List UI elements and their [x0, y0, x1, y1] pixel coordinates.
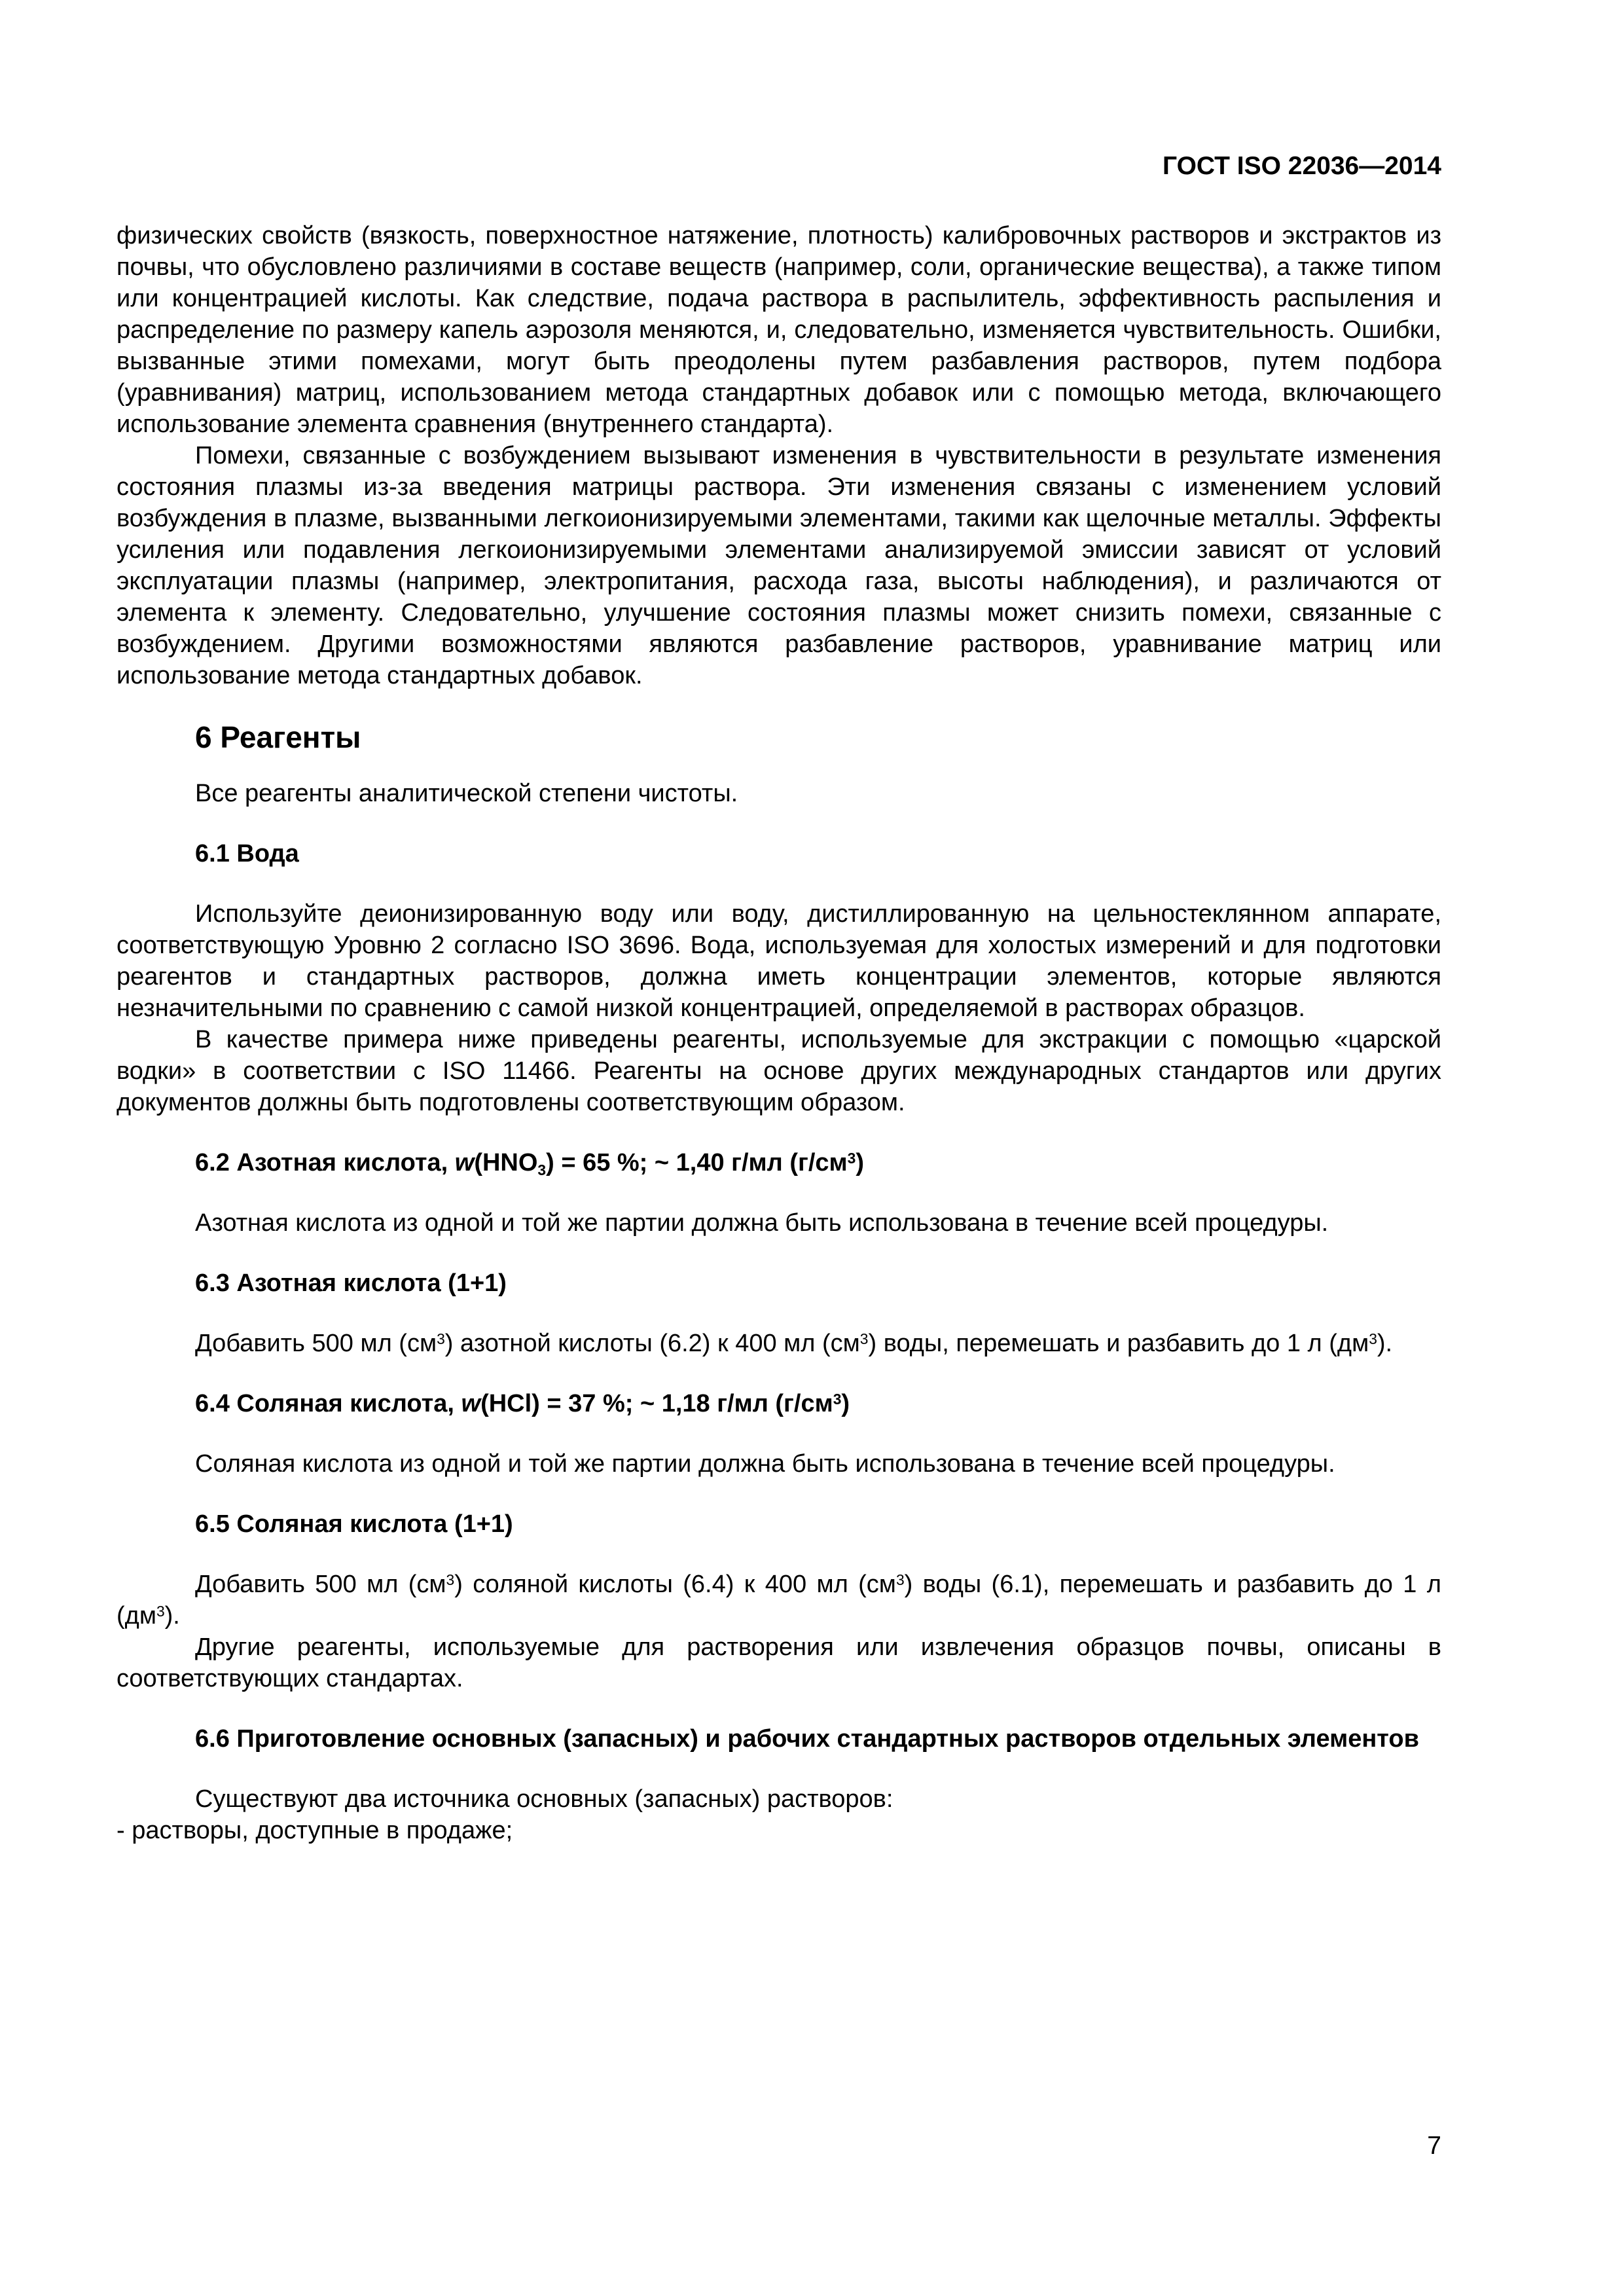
subsection-6-3-title: 6.3 Азотная кислота (1+1): [195, 1269, 507, 1297]
subsection-6-5-paragraph-2: Другие реагенты, используемые для растворения или извлечения образцов почвы, описаны в соответствующих стандартах.: [117, 1633, 1441, 1692]
subsection-6-1-title: 6.1 Вода: [195, 840, 299, 867]
subsection-6-6-title: 6.6 Приготовление основных (запасных) и рабочих стандартных растворов отдельных элементов: [195, 1725, 1419, 1753]
subsection-6-3-paragraph: Добавить 500 мл $(см^3)$ азотной кислоты (6.2) к 400 мл $(см^3)$ воды, перемешать и разбавить до 1 л $(дм^3)$.: [195, 1330, 1393, 1357]
section-6-lead: Все реагенты аналитической степени чистоты.: [195, 780, 738, 807]
subsection-6-1-paragraph-2: В качестве примера ниже приведены реагенты, используемые для экстракции с помощью «царской водки» в соответствии с ISO 11466. Реагенты на основе других международных стандартов или других документов должны быть подготовлены соответствующим образом.: [117, 1026, 1441, 1116]
subsection-6-2-title: 6.2 Азотная кислота, $w(HNO_3) = 65$ %; ~ 1,40 г/мл $(г/см^3)$: [195, 1149, 864, 1178]
subsection-6-4-paragraph: Соляная кислота из одной и той же партии должна быть использована в течение всей процедуры.: [195, 1450, 1335, 1478]
list-item: - растворы, доступные в продаже;: [117, 1817, 513, 1844]
subsection-6-5-title: 6.5 Соляная кислота (1+1): [195, 1510, 513, 1538]
section-6-title: 6 Реагенты: [195, 720, 361, 754]
subsection-6-6-intro: Существуют два источника основных (запасных) растворов:: [195, 1785, 893, 1813]
subsection-6-1-paragraph-1: Используйте деионизированную воду или воду, дистиллированную на цельностеклянном аппарате, соответствующую Уровню 2 согласно ISO 3696. Вода, используемая для холостых измерений и для подготовки реагентов и стандартных растворов, должна иметь концентрации элементов, которые являются незначительными по сравнению с самой низкой концентрацией, определяемой в растворах образцов.: [117, 900, 1441, 1022]
document-body: [117, 220, 1441, 1846]
page-number: 7: [1427, 2132, 1441, 2160]
subsection-6-4-title: 6.4 Соляная кислота, w(HCl) = 37 %; ~ 1,18 г/мл $(г/см^3)$: [195, 1390, 850, 1417]
intro-paragraph-2: Помехи, связанные с возбуждением вызывают изменения в чувствительности в результате изменения состояния плазмы из-за введения матрицы раствора. Эти изменения связаны с изменением условий возбуждения в плазме, вызванными легкоионизируемыми элементами, такими как щелочные металлы. Эффекты усиления или подавления легкоионизируемыми элементами анализируемой эмиссии зависят от условий эксплуатации плазмы (например, электропитания, расхода газа, высоты наблюдения), и различаются от элемента к элементу. Следовательно, улучшение состояния плазмы может снизить помехи, связанные с возбуждением. Другими возможностями являются разбавление растворов, уравнивание матриц или использование метода стандартных добавок.: [117, 442, 1441, 689]
subsection-6-5-paragraph-1: Добавить 500 мл $(см^3)$ соляной кислоты (6.4) к 400 мл $(см^3)$ воды (6.1), перемешать и разбавить до 1 л $(дм^3)$.: [117, 1571, 1441, 1630]
intro-paragraph-1: физических свойств (вязкость, поверхностное натяжение, плотность) калибровочных растворов и экстрактов из почвы, что обусловлено различиями в составе веществ (например, соли, органические вещества), а также типом или концентрацией кислоты. Как следствие, подача раствора в распылитель, эффективность распыления и распределение по размеру капель аэрозоля меняются, и, следовательно, изменяется чувствительность. Ошибки, вызванные этими помехами, могут быть преодолены путем разбавления растворов, путем подбора (уравнивания) матриц, использованием метода стандартных добавок или с помощью метода, включающего использование элемента сравнения (внутреннего стандарта).: [117, 222, 1441, 438]
document-header: ГОСТ ISO 22036—2014: [1162, 152, 1441, 180]
subsection-6-2-paragraph: Азотная кислота из одной и той же партии должна быть использована в течение всей процедуры.: [195, 1209, 1329, 1237]
